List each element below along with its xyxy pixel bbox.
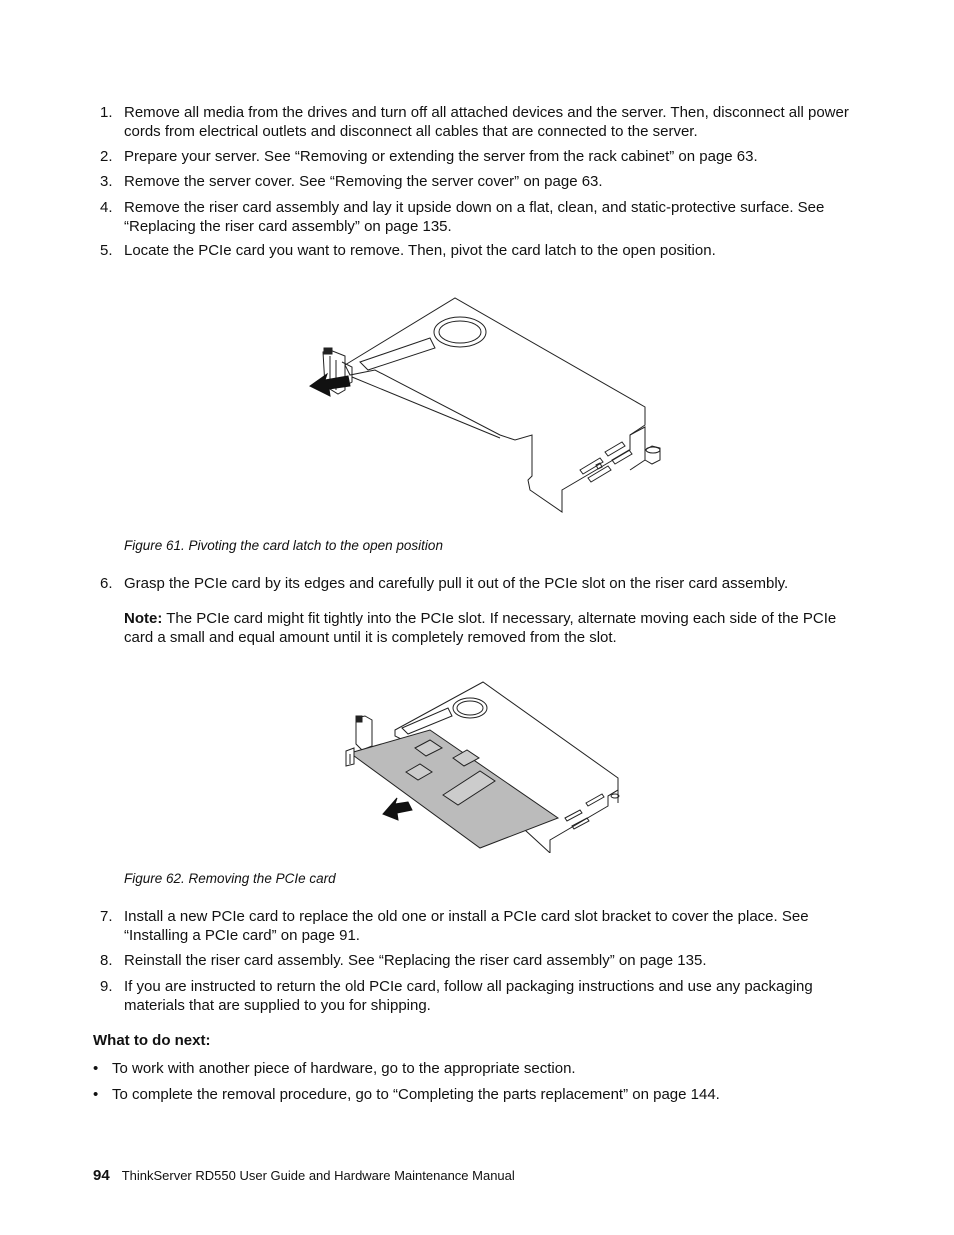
step-number: 9. — [100, 978, 113, 995]
figure-61-illustration — [300, 290, 680, 520]
note — [124, 609, 860, 647]
step-text: Prepare your server. See “Removing or extending the server from the rack cabinet” on page 63. — [124, 148, 758, 165]
figure-62-illustration — [340, 678, 640, 853]
step-number: 3. — [100, 173, 113, 190]
step-text: If you are instructed to return the old PCIe card, follow all packaging instructions and use any packaging materials that are supplied to you for shipping. — [124, 978, 813, 1014]
figure-61-caption: Figure 61. Pivoting the card latch to the open position — [124, 538, 443, 553]
bullet-dot: • — [93, 1086, 99, 1103]
page-number: 94 — [93, 1167, 110, 1184]
bullet-text: To complete the removal procedure, go to “Completing the parts replacement” on page 144. — [112, 1086, 720, 1103]
step-number: 7. — [100, 908, 113, 925]
note-label: Note: — [124, 610, 163, 627]
step-text: Locate the PCIe card you want to remove. Then, pivot the card latch to the open position. — [124, 242, 716, 259]
step-number: 6. — [100, 575, 113, 592]
step-text: Remove the server cover. See “Removing the server cover” on page 63. — [124, 173, 603, 190]
step-number: 5. — [100, 242, 113, 259]
step-text: Reinstall the riser card assembly. See “Replacing the riser card assembly” on page 135. — [124, 952, 707, 969]
step-number: 1. — [100, 104, 113, 121]
step-number: 2. — [100, 148, 113, 165]
step-text: Remove all media from the drives and turn off all attached devices and the server. Then, disconnect all power cords from electrical outlets and disconnect all cables that are connected to the server. — [124, 104, 849, 140]
bullet-dot: • — [93, 1060, 99, 1077]
step-text: Remove the riser card assembly and lay it upside down on a flat, clean, and static-protective surface. See “Replacing the riser card assembly” on page 135. — [124, 199, 825, 235]
note-text: The PCIe card might fit tightly into the PCIe slot. If necessary, alternate moving each side of the PCIe card a small and equal amount until it is completely removed from the slot. — [124, 610, 837, 646]
figure-62-caption: Figure 62. Removing the PCIe card — [124, 871, 336, 886]
document-title: ThinkServer RD550 User Guide and Hardware Maintenance Manual — [121, 1168, 515, 1183]
bullet-text: To work with another piece of hardware, go to the appropriate section. — [112, 1060, 576, 1077]
step-number: 8. — [100, 952, 113, 969]
step-text: Install a new PCIe card to replace the old one or install a PCIe card slot bracket to cover the place. See “Installing a PCIe card” on page 91. — [124, 908, 809, 944]
page-footer — [93, 1167, 515, 1184]
step-number: 4. — [100, 199, 113, 216]
what-to-do-next-heading: What to do next: — [93, 1032, 211, 1049]
step-text: Grasp the PCIe card by its edges and carefully pull it out of the PCIe slot on the riser card assembly. — [124, 575, 789, 592]
